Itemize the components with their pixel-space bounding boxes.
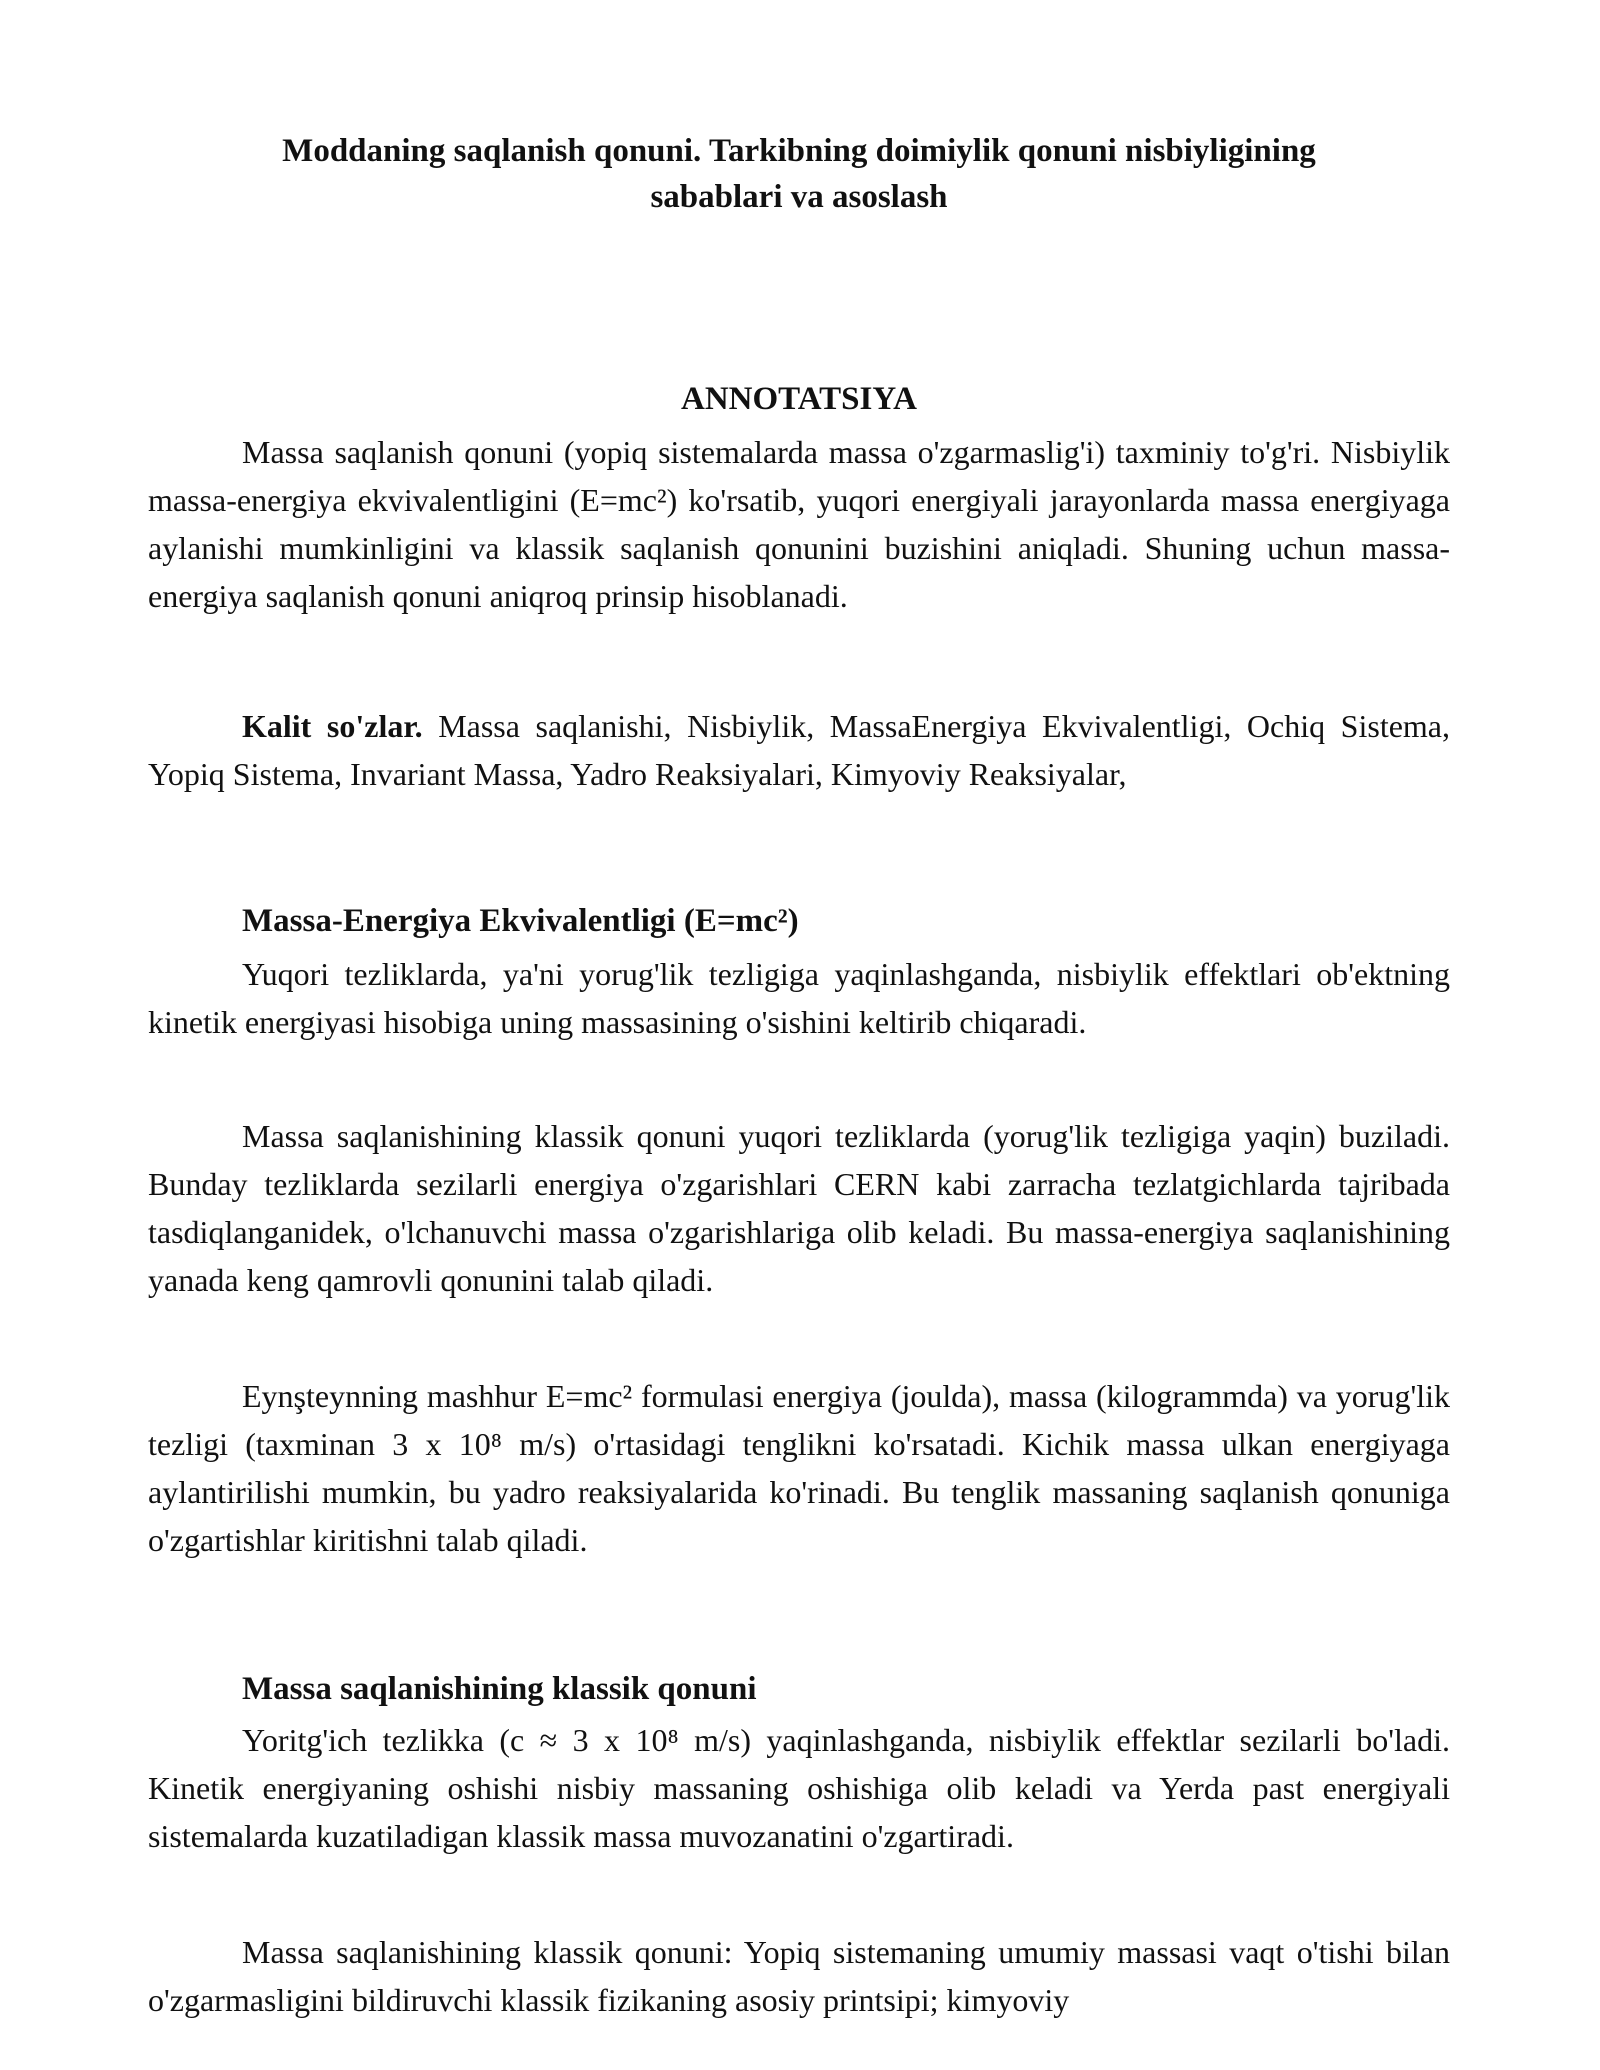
section-heading-mass-energy: Massa-Energiya Ekvivalentligi (E=mc²)	[242, 903, 799, 939]
section1-paragraph-3: Eynşteynning mashhur E=mc² formulasi energiya (joulda), massa (kilogrammda) va yorug'lik tezligi (taxminan 3 x 10⁸ m/s) o'rtasidagi tenglikni ko'rsatadi. Kichik massa ulkan energiyaga aylantirilishi mumkin, bu yadro reaksiyalarida ko'rinadi. Bu tenglik massaning saqlanish qonuniga o'zgartishlar kiritishni talab qiladi.	[148, 1378, 1450, 1558]
keywords-paragraph	[148, 702, 1450, 798]
section1-paragraph-1: Yuqori tezliklarda, ya'ni yorug'lik tezligiga yaqinlashganda, nisbiylik effektlari ob'ektning kinetik energiyasi hisobiga uning massasining o'sishini keltirib chiqaradi.	[148, 956, 1450, 1040]
title-line-2: sabablari va asoslash	[650, 179, 948, 215]
section1-paragraph-2: Massa saqlanishining klassik qonuni yuqori tezliklarda (yorug'lik tezligiga yaqin) buziladi. Bunday tezliklarda sezilarli energiya o'zgarishlari CERN kabi zarracha tezlatgichlarda tajribada tasdiqlanganidek, o'lchanuvchi massa o'zgarishlariga olib keladi. Bu massa-energiya saqlanishining yanada keng qamrovli qonunini talab qiladi.	[148, 1118, 1450, 1298]
section2-paragraph-2: Massa saqlanishining klassik qonuni: Yopiq sistemaning umumiy massasi vaqt o'tishi bilan o'zgarmasligini bildiruvchi klassik fizikaning asosiy printsipi; kimyoviy	[148, 1934, 1450, 2018]
annotation-paragraph: Massa saqlanish qonuni (yopiq sistemalarda massa o'zgarmaslig'i) taxminiy to'g'ri. Nisbiylik massa-energiya ekvivalentligini (E=mc²) ko'rsatib, yuqori energiyali jarayonlarda massa energiyaga aylanishi mumkinligini va klassik saqlanish qonunini buzishini aniqladi. Shuning uchun massa-energiya saqlanish qonuni aniqroq prinsip hisoblanadi.	[148, 434, 1450, 614]
title-line-1: Moddaning saqlanish qonuni. Tarkibning doimiylik qonuni nisbiyligining	[282, 133, 1316, 169]
section2-paragraph-1: Yoritg'ich tezlikka (c ≈ 3 x 10⁸ m/s) yaqinlashganda, nisbiylik effektlar sezilarli bo'ladi. Kinetik energiyaning oshishi nisbiy massaning oshishiga olib keladi va Yerda past energiyali sistemalarda kuzatiladigan klassik massa muvozanatini o'zgartiradi.	[148, 1722, 1450, 1854]
keywords-label: Kalit so'zlar.	[242, 708, 423, 744]
section-heading-classical-law: Massa saqlanishining klassik qonuni	[242, 1671, 757, 1707]
document-title	[148, 128, 1450, 220]
keywords-text: Massa saqlanishi, Nisbiylik, MassaEnergiya Ekvivalentligi, Ochiq Sistema, Yopiq Sistema, Invariant Massa, Yadro Reaksiyalari, Kimyoviy Reaksiyalar,	[148, 708, 1451, 792]
annotation-heading: ANNOTATSIYA	[681, 381, 917, 417]
